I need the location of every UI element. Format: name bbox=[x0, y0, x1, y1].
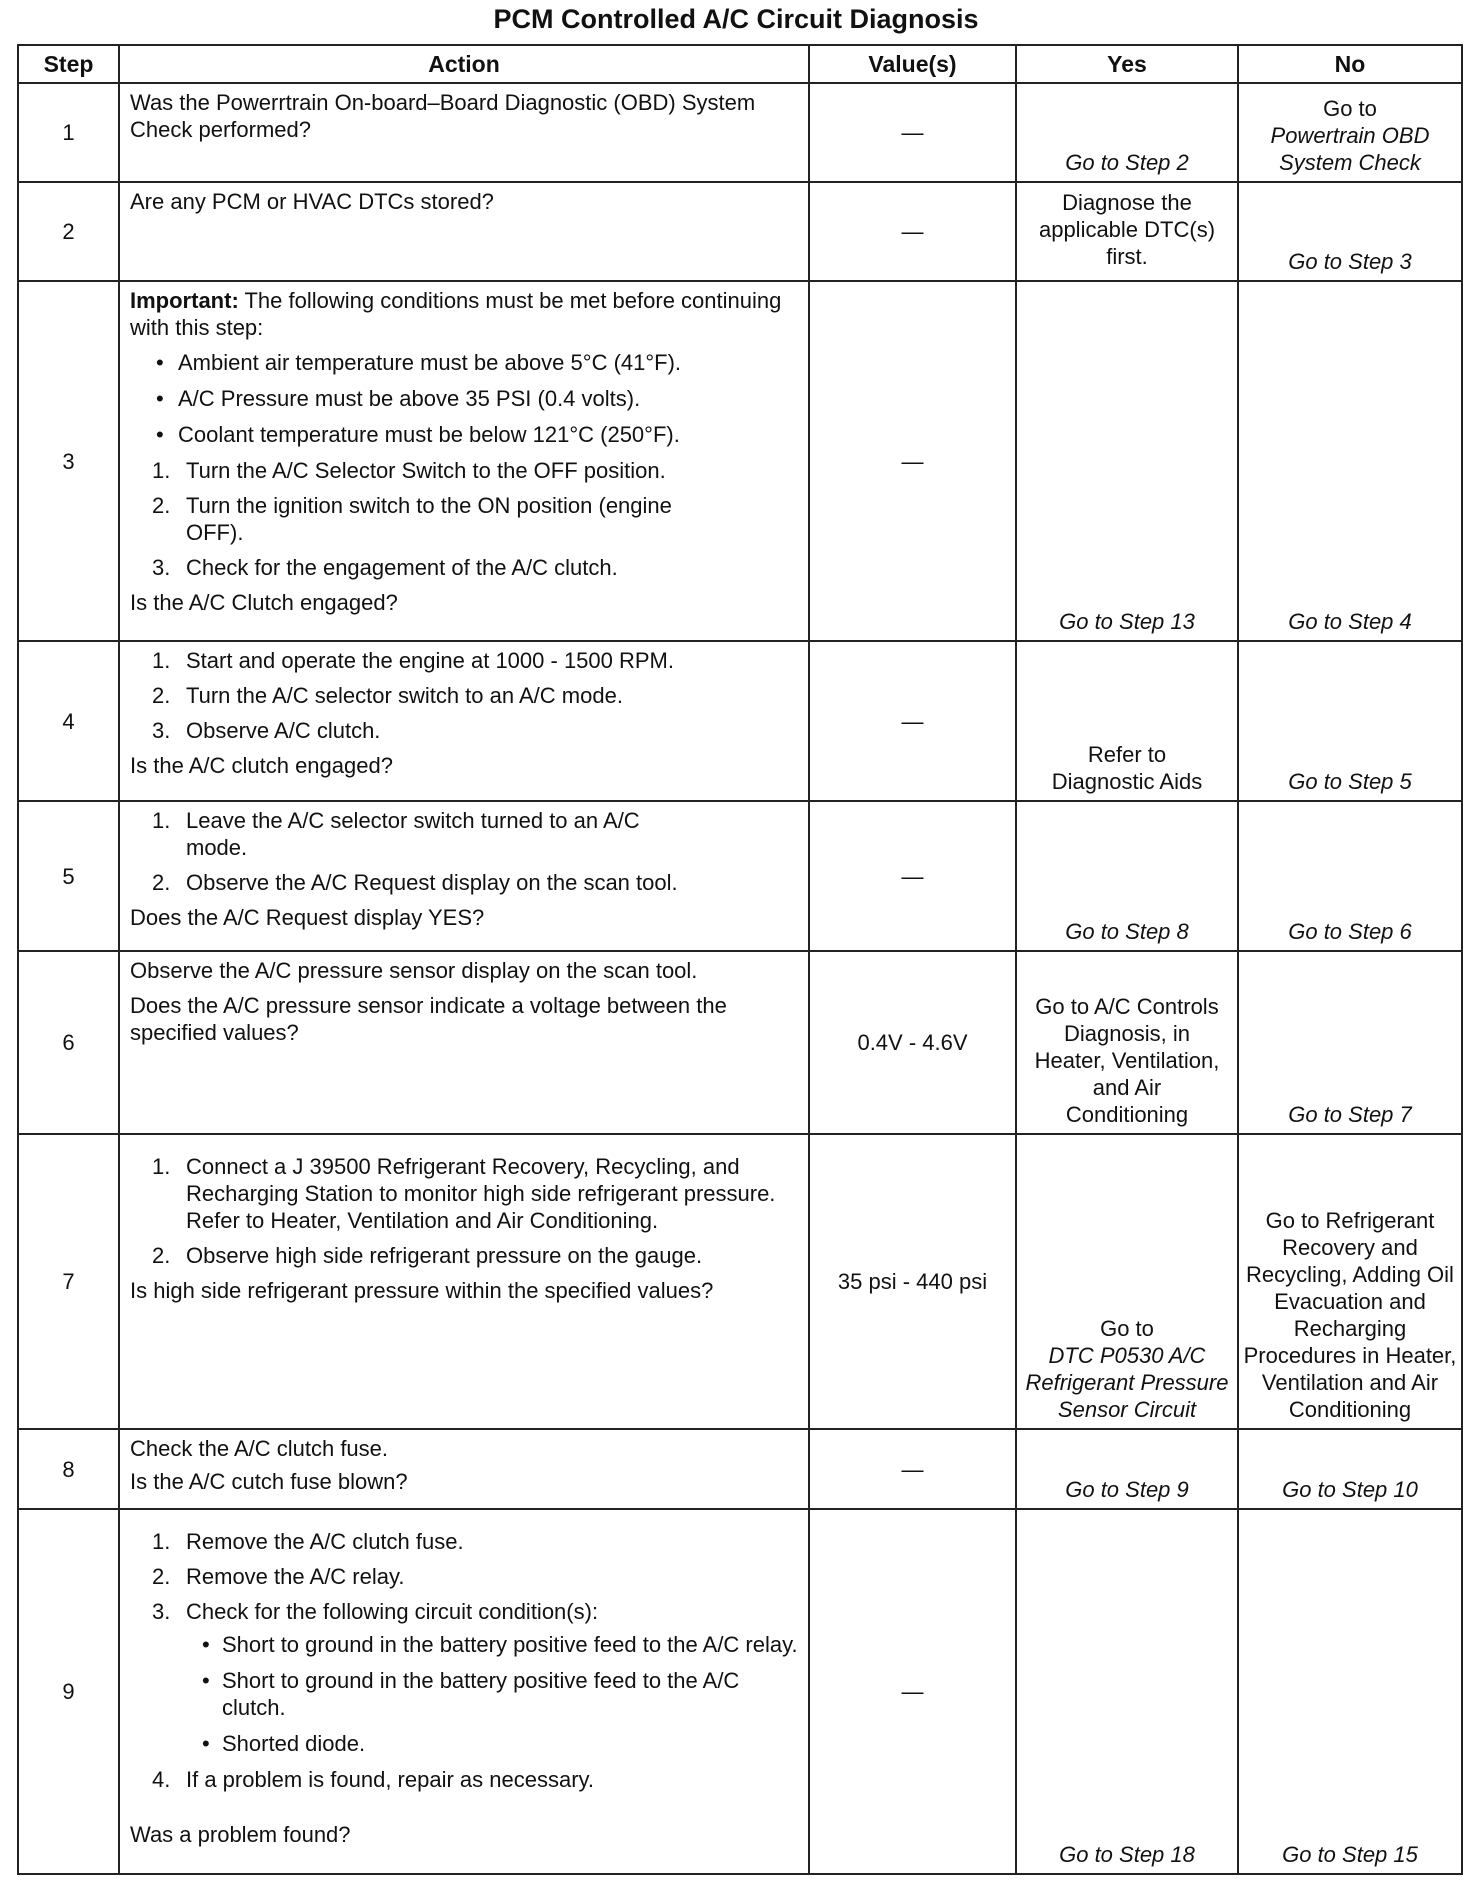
list-number: 2. bbox=[152, 1243, 171, 1268]
diagnosis-table bbox=[17, 44, 1463, 1875]
step-number: 8 bbox=[18, 1429, 119, 1509]
step-number: 5 bbox=[18, 801, 119, 951]
list-number: 2. bbox=[152, 1564, 171, 1589]
condition-list bbox=[130, 349, 800, 448]
yes-cell: Go to Step 13 bbox=[1016, 281, 1238, 641]
list-item bbox=[130, 1598, 800, 1757]
step-number: 6 bbox=[18, 951, 119, 1134]
action-question: Was the Powerrtrain On-board–Board Diagnostic (OBD) System Check performed? bbox=[130, 90, 756, 142]
table-row bbox=[18, 641, 1462, 801]
list-text: Leave the A/C selector switch turned to an A/C mode. bbox=[186, 808, 640, 860]
list-number: 3. bbox=[152, 555, 171, 580]
value-cell: 0.4V - 4.6V bbox=[809, 951, 1016, 1134]
table-row bbox=[18, 951, 1462, 1134]
yes-cell: Go to A/C Controls Diagnosis, in Heater, Ventilation, and Air Conditioning bbox=[1016, 951, 1238, 1134]
list-number: 2. bbox=[152, 493, 171, 518]
step-list bbox=[130, 457, 800, 581]
table-row bbox=[18, 1429, 1462, 1509]
list-number: 1. bbox=[152, 808, 171, 833]
no-cell: Go to Step 5 bbox=[1238, 641, 1462, 801]
action-cell bbox=[119, 801, 809, 951]
value-cell: — bbox=[809, 641, 1016, 801]
header-action: Action bbox=[119, 45, 809, 83]
list-item bbox=[130, 457, 800, 484]
yes-cell: Go to Step 18 bbox=[1016, 1509, 1238, 1874]
table-row bbox=[18, 182, 1462, 281]
yes-line-2: DTC P0530 A/C Refrigerant Pressure Sensor Circuit bbox=[1025, 1343, 1229, 1422]
list-number: 1. bbox=[152, 1529, 171, 1554]
value-cell: — bbox=[809, 1429, 1016, 1509]
step-list bbox=[130, 1153, 800, 1269]
no-cell: Go to Step 15 bbox=[1238, 1509, 1462, 1874]
list-item bbox=[130, 1528, 800, 1555]
list-number: 2. bbox=[152, 683, 171, 708]
list-item: • Short to ground in the battery positive feed to the A/C relay. bbox=[186, 1631, 800, 1658]
value-cell: — bbox=[809, 83, 1016, 182]
value-cell: — bbox=[809, 281, 1016, 641]
step-number: 4 bbox=[18, 641, 119, 801]
list-text: Check for the engagement of the A/C clutch. bbox=[186, 555, 618, 580]
list-item: • Shorted diode. bbox=[186, 1730, 800, 1757]
list-item bbox=[130, 807, 800, 861]
action-cell bbox=[119, 641, 809, 801]
list-text: If a problem is found, repair as necessary. bbox=[186, 1767, 595, 1792]
list-item: • A/C Pressure must be above 35 PSI (0.4 volts). bbox=[130, 385, 800, 412]
table-row bbox=[18, 801, 1462, 951]
list-number: 4. bbox=[152, 1767, 171, 1792]
list-number: 1. bbox=[152, 1154, 171, 1179]
no-line-1: Go to bbox=[1323, 96, 1377, 121]
step-list bbox=[130, 1528, 800, 1793]
step-number: 1 bbox=[18, 83, 119, 182]
yes-cell: Diagnose the applicable DTC(s) first. bbox=[1016, 182, 1238, 281]
important-label: Important: bbox=[130, 288, 239, 313]
list-item bbox=[130, 717, 800, 744]
circuit-condition-list bbox=[186, 1631, 800, 1757]
value-cell: 35 psi - 440 psi bbox=[809, 1134, 1016, 1429]
action-cell bbox=[119, 1509, 809, 1874]
value-cell: — bbox=[809, 182, 1016, 281]
list-number: 1. bbox=[152, 648, 171, 673]
action-question: Does the A/C Request display YES? bbox=[130, 905, 485, 930]
yes-cell: Go to Step 8 bbox=[1016, 801, 1238, 951]
list-item bbox=[130, 869, 800, 896]
action-instruction: Check the A/C clutch fuse. bbox=[130, 1436, 389, 1461]
list-text: Remove the A/C clutch fuse. bbox=[186, 1529, 464, 1554]
no-cell bbox=[1238, 83, 1462, 182]
yes-cell bbox=[1016, 1134, 1238, 1429]
header-yes: Yes bbox=[1016, 45, 1238, 83]
list-item: • Ambient air temperature must be above 5°C (41°F). bbox=[130, 349, 800, 376]
header-no: No bbox=[1238, 45, 1462, 83]
yes-cell: Refer to Diagnostic Aids bbox=[1016, 641, 1238, 801]
table-row bbox=[18, 1134, 1462, 1429]
no-cell: Go to Step 10 bbox=[1238, 1429, 1462, 1509]
step-number: 7 bbox=[18, 1134, 119, 1429]
list-text: Check for the following circuit condition(s): bbox=[186, 1599, 599, 1624]
action-question: Are any PCM or HVAC DTCs stored? bbox=[130, 189, 494, 214]
value-cell: — bbox=[809, 801, 1016, 951]
header-values: Value(s) bbox=[809, 45, 1016, 83]
yes-cell: Go to Step 9 bbox=[1016, 1429, 1238, 1509]
action-cell bbox=[119, 1134, 809, 1429]
page-title: PCM Controlled A/C Circuit Diagnosis bbox=[493, 4, 979, 34]
action-cell bbox=[119, 1429, 809, 1509]
yes-cell: Go to Step 2 bbox=[1016, 83, 1238, 182]
list-item bbox=[130, 1153, 800, 1234]
action-cell bbox=[119, 281, 809, 641]
list-text: Start and operate the engine at 1000 - 1500 RPM. bbox=[186, 648, 674, 673]
no-line-2: Powertrain OBD System Check bbox=[1270, 123, 1430, 175]
important-text: The following conditions must be met before continuing with this step: bbox=[130, 288, 782, 340]
action-question: Is high side refrigerant pressure within the specified values? bbox=[130, 1278, 714, 1303]
list-text: Turn the ignition switch to the ON position (engine OFF). bbox=[186, 493, 672, 545]
list-text: Observe A/C clutch. bbox=[186, 718, 381, 743]
list-text: Connect a J 39500 Refrigerant Recovery, Recycling, and Recharging Station to monitor high side refrigerant pressure. Refer to Heater, Ventilation and Air Conditioning. bbox=[186, 1154, 776, 1233]
important-note bbox=[130, 287, 800, 341]
action-instruction: Observe the A/C pressure sensor display on the scan tool. bbox=[130, 958, 698, 983]
step-number: 2 bbox=[18, 182, 119, 281]
table-header-row bbox=[18, 45, 1462, 83]
list-text: Observe high side refrigerant pressure on the gauge. bbox=[186, 1243, 703, 1268]
list-number: 3. bbox=[152, 1599, 171, 1624]
action-question: Is the A/C cutch fuse blown? bbox=[130, 1469, 408, 1494]
table-row bbox=[18, 83, 1462, 182]
list-item: • Short to ground in the battery positive feed to the A/C clutch. bbox=[186, 1667, 800, 1721]
action-question: Does the A/C pressure sensor indicate a voltage between the specified values? bbox=[130, 993, 727, 1045]
step-list bbox=[130, 647, 800, 744]
step-list bbox=[130, 807, 800, 896]
list-item: • Coolant temperature must be below 121°C (250°F). bbox=[130, 421, 800, 448]
list-item bbox=[130, 682, 800, 709]
list-text: Observe the A/C Request display on the scan tool. bbox=[186, 870, 678, 895]
list-text: Remove the A/C relay. bbox=[186, 1564, 405, 1589]
action-cell bbox=[119, 83, 809, 182]
no-cell: Go to Step 7 bbox=[1238, 951, 1462, 1134]
action-question: Is the A/C clutch engaged? bbox=[130, 753, 393, 778]
list-item bbox=[130, 492, 800, 546]
list-item bbox=[130, 554, 800, 581]
action-cell bbox=[119, 951, 809, 1134]
yes-line-1: Go to bbox=[1100, 1316, 1154, 1341]
list-item bbox=[130, 647, 800, 674]
action-question: Is the A/C Clutch engaged? bbox=[130, 590, 398, 615]
list-number: 2. bbox=[152, 870, 171, 895]
list-item bbox=[130, 1242, 800, 1269]
header-step: Step bbox=[18, 45, 119, 83]
value-cell: — bbox=[809, 1509, 1016, 1874]
list-item bbox=[130, 1766, 800, 1793]
list-text: Turn the A/C Selector Switch to the OFF position. bbox=[186, 458, 666, 483]
no-cell: Go to Refrigerant Recovery and Recycling, Adding Oil Evacuation and Recharging Procedures in Heater, Ventilation and Air Conditioning bbox=[1238, 1134, 1462, 1429]
action-question: Was a problem found? bbox=[130, 1822, 351, 1847]
list-text: Turn the A/C selector switch to an A/C mode. bbox=[186, 683, 623, 708]
list-number: 1. bbox=[152, 458, 171, 483]
step-number: 3 bbox=[18, 281, 119, 641]
no-cell: Go to Step 3 bbox=[1238, 182, 1462, 281]
list-number: 3. bbox=[152, 718, 171, 743]
no-cell: Go to Step 4 bbox=[1238, 281, 1462, 641]
step-number: 9 bbox=[18, 1509, 119, 1874]
list-item bbox=[130, 1563, 800, 1590]
table-row bbox=[18, 281, 1462, 641]
no-cell: Go to Step 6 bbox=[1238, 801, 1462, 951]
action-cell bbox=[119, 182, 809, 281]
table-row bbox=[18, 1509, 1462, 1874]
